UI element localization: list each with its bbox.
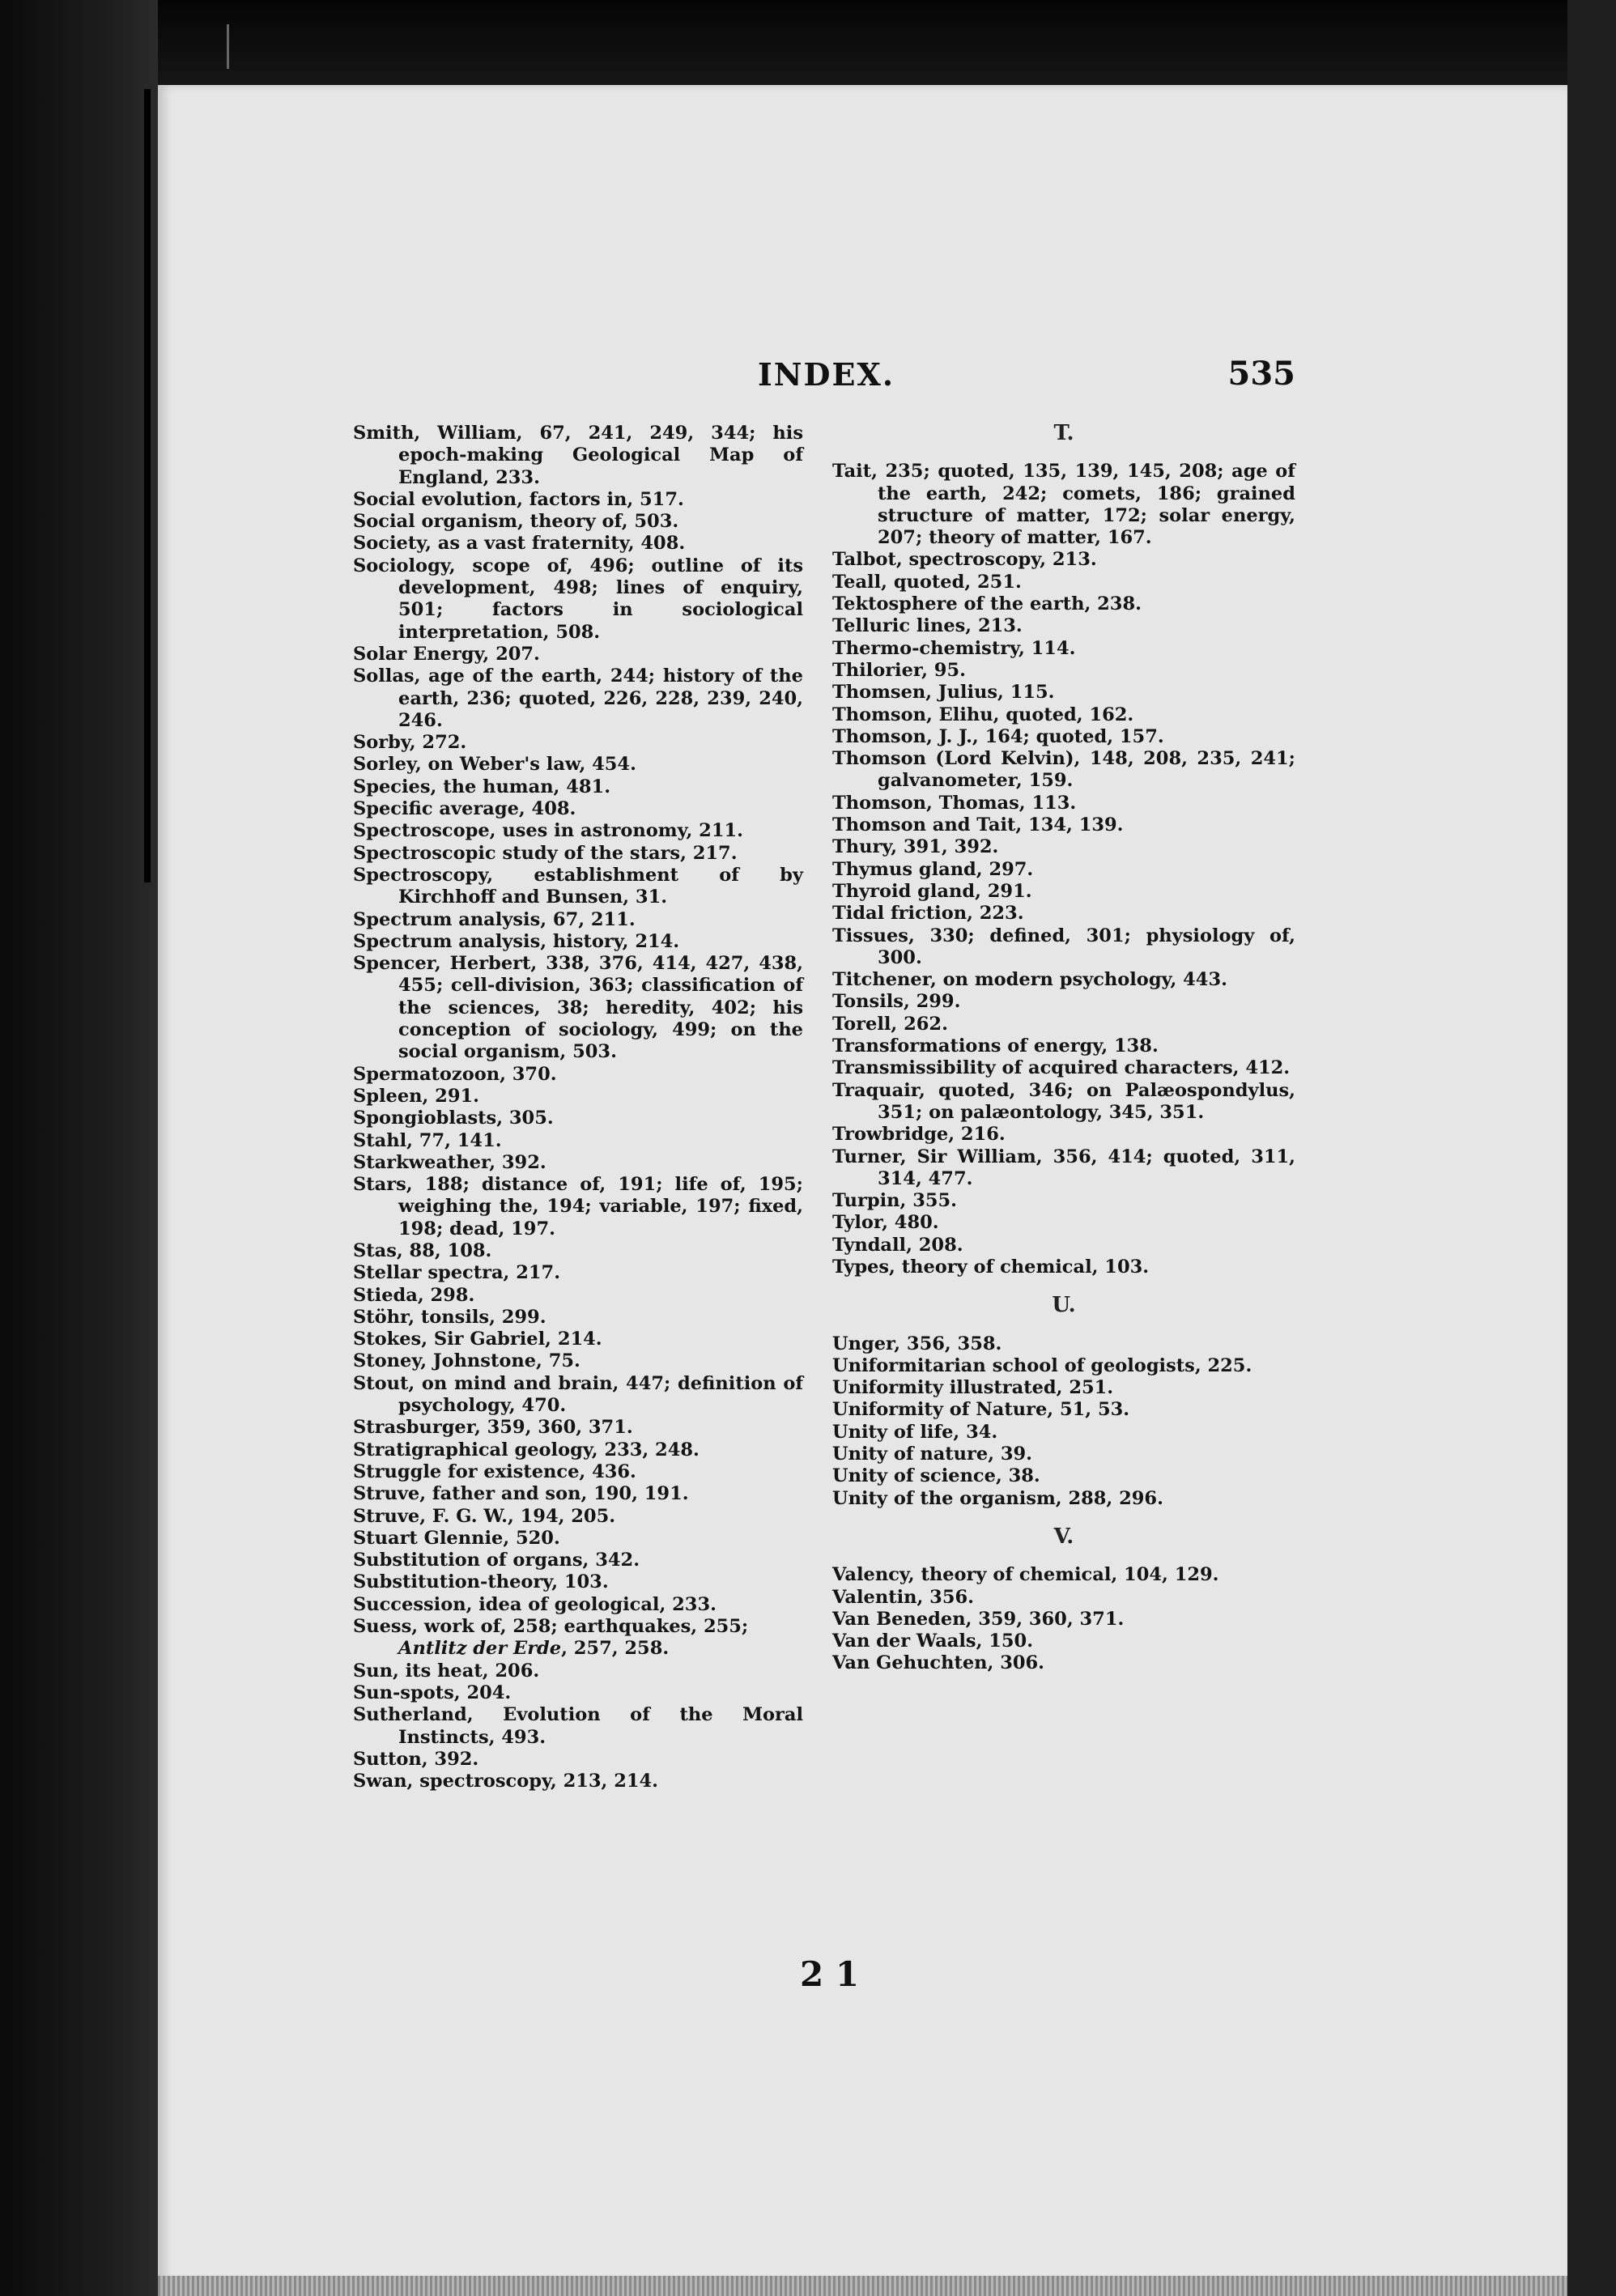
index-entry: Strasburger, 359, 360, 371. (353, 1417, 633, 1439)
section-heading-v: V. (1053, 1524, 1074, 1549)
index-entry: Spectroscopy, establishment of by Kirchhoff and Bunsen, 31. (353, 864, 803, 908)
index-entry: Sutherland, Evolution of the Moral Instincts, 493. (353, 1704, 803, 1748)
index-entry: Thomson, Elihu, quoted, 162. (832, 704, 1134, 725)
index-entry: Stratigraphical geology, 233, 248. (353, 1439, 700, 1461)
index-entry: Spongioblasts, 305. (353, 1108, 554, 1129)
index-entry: Unity of science, 38. (832, 1465, 1040, 1487)
scan-artifact-mark (227, 24, 229, 69)
index-entry: Unity of nature, 39. (832, 1444, 1033, 1465)
page-number: 535 (1227, 355, 1295, 393)
index-entry: Thyroid gland, 291. (832, 880, 1032, 902)
index-entry: Spectroscopic study of the stars, 217. (353, 842, 738, 864)
index-entry: Spectroscope, uses in astronomy, 211. (353, 820, 743, 842)
index-entry: Social organism, theory of, 503. (353, 511, 679, 533)
index-entry: Tonsils, 299. (832, 991, 961, 1013)
index-entry: Transmissibility of acquired characters, 412. (832, 1057, 1291, 1079)
page-spine-shadow (144, 89, 151, 882)
index-column-left (353, 423, 803, 1792)
index-entry: Thilorier, 95. (832, 659, 966, 681)
index-entry: Succession, idea of geological, 233. (353, 1593, 717, 1615)
index-entry: Struggle for existence, 436. (353, 1461, 636, 1482)
index-entry-text: Suess, work of, 258; earthquakes, 255; (353, 1616, 749, 1638)
index-entry: Uniformitarian school of geologists, 225. (832, 1354, 1252, 1376)
index-entry: Struve, F. G. W., 194, 205. (353, 1505, 616, 1527)
index-entry: Spencer, Herbert, 338, 376, 414, 427, 438, 455; cell-division, 363; classification of the sciences, 38; heredity, 402; his conception of sociology, 499; on the social organism, 503. (353, 953, 803, 1063)
index-entry: Spectrum analysis, history, 214. (353, 930, 680, 952)
index-entry: Spermatozoon, 370. (353, 1063, 557, 1085)
index-entry: Uniformity illustrated, 251. (832, 1377, 1114, 1399)
index-entry: Turpin, 355. (832, 1190, 957, 1212)
index-entry: Thomson (Lord Kelvin), 148, 208, 235, 241; galvanometer, 159. (832, 748, 1295, 792)
index-entry: Sun-spots, 204. (353, 1682, 512, 1703)
book-title-italic: Antlitz der Erde (398, 1638, 562, 1660)
index-entry: Traquair, quoted, 346; on Palæospondylus, 351; on palæontology, 345, 351. (832, 1079, 1295, 1123)
index-entry: Substitution of organs, 342. (353, 1550, 640, 1571)
index-entry: Tektosphere of the earth, 238. (832, 593, 1142, 615)
index-entry: Unity of life, 34. (832, 1421, 998, 1443)
index-entry: Torell, 262. (832, 1013, 948, 1035)
index-entry: Titchener, on modern psychology, 443. (832, 969, 1227, 991)
index-entry: Stieda, 298. (353, 1284, 475, 1306)
index-entry: Telluric lines, 213. (832, 615, 1023, 637)
page-header (356, 356, 1295, 405)
index-entry: Talbot, spectroscopy, 213. (832, 549, 1097, 571)
index-entry: Trowbridge, 216. (832, 1124, 1006, 1146)
index-entry: Spleen, 291. (353, 1085, 479, 1107)
index-entry: Stöhr, tonsils, 299. (353, 1306, 546, 1328)
index-entry: Tait, 235; quoted, 135, 139, 145, 208; age of the earth, 242; comets, 186; grained structure of matter, 172; solar energy, 207; theory of matter, 167. (832, 461, 1295, 549)
index-entry: Thomson, Thomas, 113. (832, 792, 1077, 814)
index-entry: Solar Energy, 207. (353, 643, 540, 665)
index-entry: Swan, spectroscopy, 213, 214. (353, 1771, 659, 1792)
signature-mark: 2 1 (800, 1954, 860, 1994)
index-entry: Turner, Sir William, 356, 414; quoted, 311, 314, 477. (832, 1146, 1295, 1189)
index-entry: Sociology, scope of, 496; outline of its development, 498; lines of enquiry, 501; factors in sociological interpretation, 508. (353, 555, 803, 643)
index-entry: Thomson, J. J., 164; quoted, 157. (832, 725, 1164, 747)
index-entry: Species, the human, 481. (353, 776, 611, 797)
page-bottom-edge (158, 2276, 1567, 2296)
index-entry-suess (353, 1616, 803, 1660)
index-entry-pages: , 257, 258. (561, 1638, 670, 1660)
index-entry: Van der Waals, 150. (832, 1631, 1034, 1652)
index-entry: Thermo-chemistry, 114. (832, 637, 1076, 659)
index-entry: Stokes, Sir Gabriel, 214. (353, 1329, 602, 1350)
index-entry: Social evolution, factors in, 517. (353, 488, 684, 510)
index-entry: Stuart Glennie, 520. (353, 1527, 560, 1549)
page-title: INDEX. (758, 356, 895, 393)
index-entry: Struve, father and son, 190, 191. (353, 1483, 689, 1505)
index-entry: Types, theory of chemical, 103. (832, 1256, 1150, 1278)
index-entry: Tidal friction, 223. (832, 903, 1024, 925)
index-entry: Stout, on mind and brain, 447; definition of psychology, 470. (353, 1372, 803, 1417)
index-entry: Teall, quoted, 251. (832, 571, 1022, 593)
index-entry: Uniformity of Nature, 51, 53. (832, 1399, 1130, 1421)
index-entry: Stellar spectra, 217. (353, 1262, 561, 1284)
index-entry: Van Beneden, 359, 360, 371. (832, 1608, 1125, 1630)
index-entry: Sollas, age of the earth, 244; history of the earth, 236; quoted, 226, 228, 239, 240, 246. (353, 665, 803, 731)
index-entry: Unity of the organism, 288, 296. (832, 1487, 1163, 1509)
index-entry: Valency, theory of chemical, 104, 129. (832, 1564, 1219, 1586)
index-entry: Spectrum analysis, 67, 211. (353, 908, 636, 930)
index-entry: Tylor, 480. (832, 1212, 939, 1234)
index-entry: Sorley, on Weber's law, 454. (353, 754, 636, 776)
scanner-background-top (0, 0, 1616, 85)
index-entry: Valentin, 356. (832, 1586, 974, 1608)
index-entry: Van Gehuchten, 306. (832, 1652, 1045, 1674)
index-entry: Sutton, 392. (353, 1748, 479, 1770)
index-entry: Society, as a vast fraternity, 408. (353, 533, 686, 555)
index-entry: Tissues, 330; defined, 301; physiology of, 300. (832, 925, 1295, 968)
index-column-right (832, 423, 1295, 1675)
scanner-background-left (0, 0, 158, 2296)
section-heading-t: T. (1053, 421, 1074, 445)
index-entry: Substitution-theory, 103. (353, 1571, 609, 1593)
index-entry: Transformations of energy, 138. (832, 1035, 1159, 1057)
scanner-background-right (1567, 0, 1616, 2296)
index-entry: Thomsen, Julius, 115. (832, 682, 1055, 704)
index-entry: Tyndall, 208. (832, 1234, 963, 1256)
index-entry: Stahl, 77, 141. (353, 1129, 502, 1151)
index-entry: Thymus gland, 297. (832, 858, 1034, 880)
index-entry: Thury, 391, 392. (832, 836, 999, 858)
index-entry: Specific average, 408. (353, 798, 576, 820)
index-entry: Sorby, 272. (353, 732, 467, 754)
index-entry: Thomson and Tait, 134, 139. (832, 814, 1124, 836)
index-entry: Stars, 188; distance of, 191; life of, 195; weighing the, 194; variable, 197; fixed, 198; dead, 197. (353, 1174, 803, 1239)
section-heading-u: U. (1052, 1293, 1076, 1318)
index-entry: Starkweather, 392. (353, 1151, 546, 1173)
index-entry: Smith, William, 67, 241, 249, 344; his epoch-making Geological Map of England, 233. (353, 423, 803, 488)
index-entry: Stoney, Johnstone, 75. (353, 1350, 580, 1372)
index-entry: Stas, 88, 108. (353, 1239, 492, 1261)
index-entry: Unger, 356, 358. (832, 1333, 1002, 1354)
index-entry: Sun, its heat, 206. (353, 1660, 540, 1682)
